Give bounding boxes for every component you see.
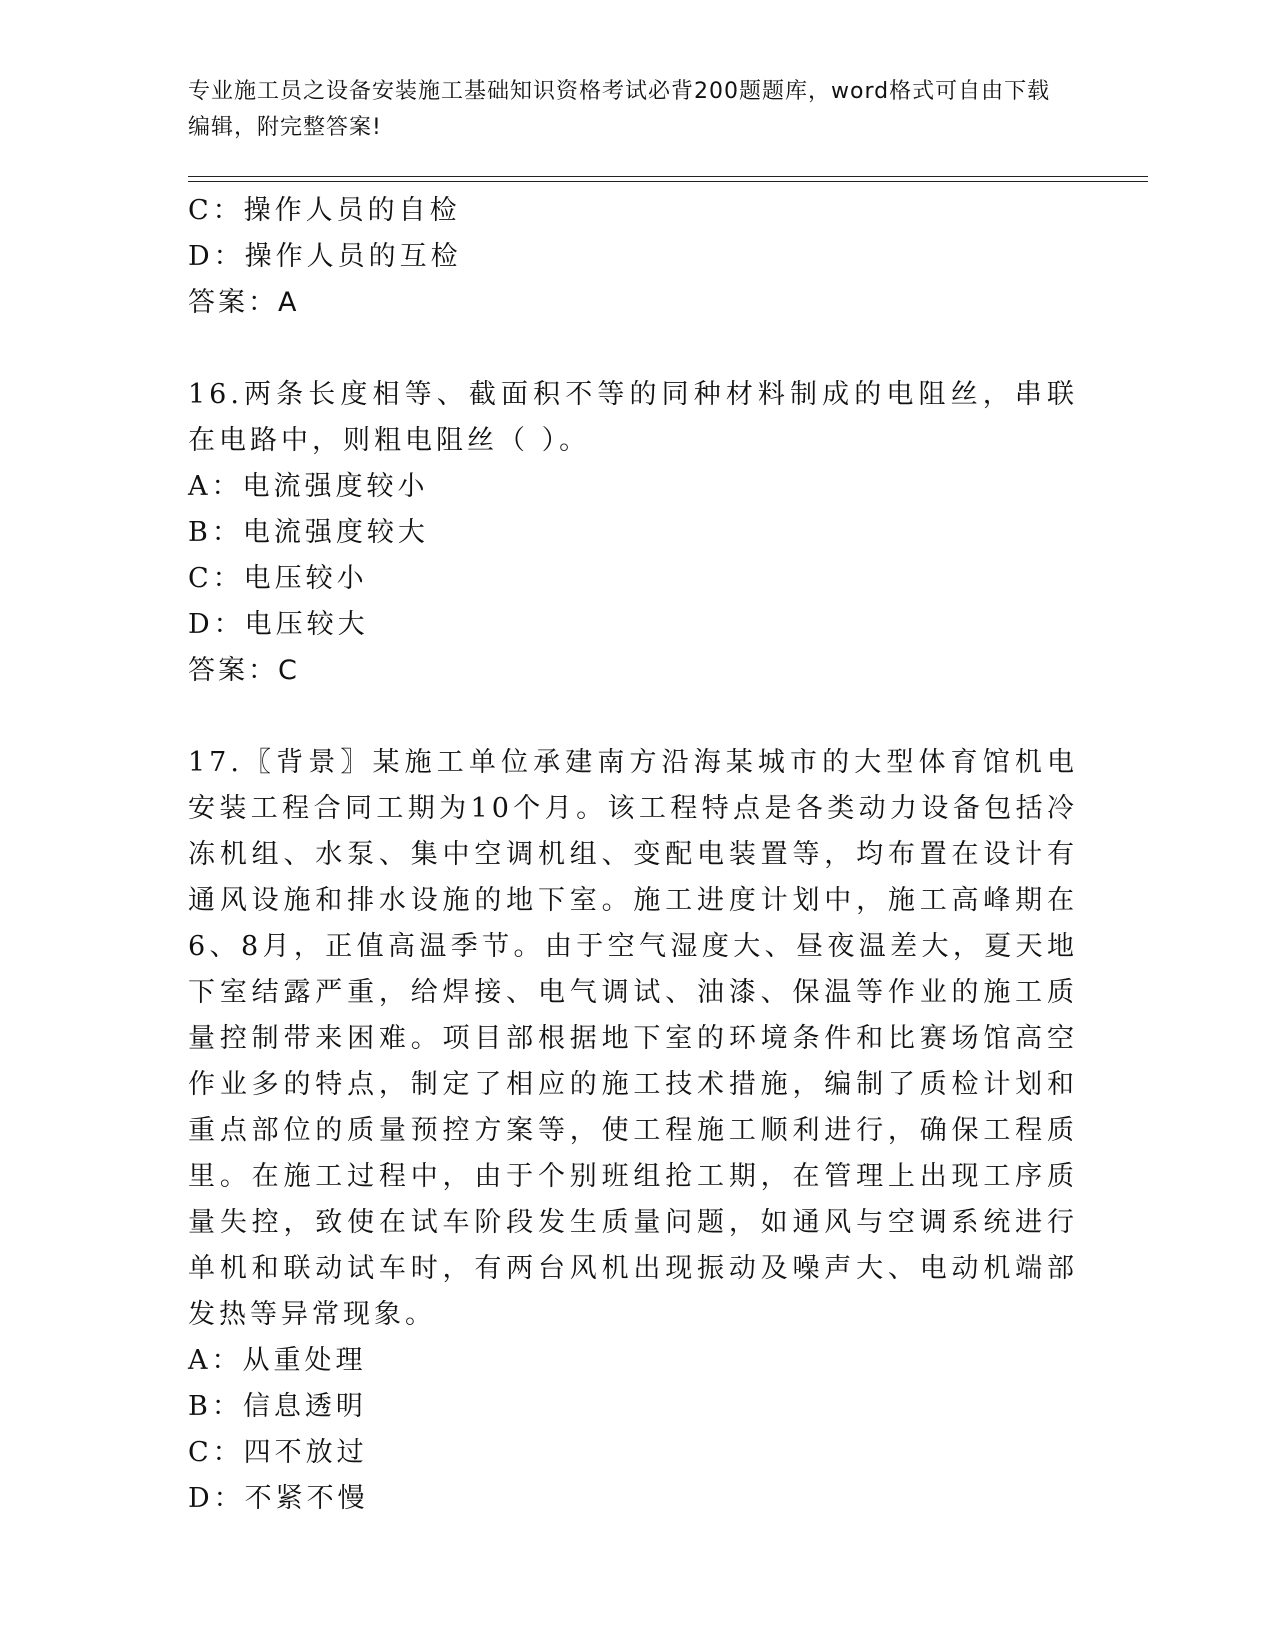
question-16-option-d: D：电压较大 bbox=[188, 609, 369, 640]
question-16-stem: 16.两条长度相等、截面积不等的同种材料制成的电阻丝，串联在电路中，则粗电阻丝（ ）。 bbox=[188, 379, 1078, 456]
question-17-option-c: C：四不放过 bbox=[188, 1437, 368, 1468]
question-17-option-b: B：信息透明 bbox=[188, 1391, 367, 1422]
question-16-option-a: A：电流强度较小 bbox=[188, 471, 429, 502]
prev-answer: 答案：A bbox=[188, 287, 300, 318]
document-header: 专业施工员之设备安装施工基础知识资格考试必背200题题库，word格式可自由下载编辑，附完整答案! bbox=[188, 79, 1051, 140]
question-16-option-b: B：电流强度较大 bbox=[188, 517, 429, 548]
question-16-answer: 答案：C bbox=[188, 655, 300, 686]
header-rule-bottom bbox=[188, 181, 1148, 182]
document-content bbox=[188, 188, 1078, 1522]
header-rule-top bbox=[188, 176, 1148, 177]
question-16-option-c: C：电压较小 bbox=[188, 563, 368, 594]
question-17-stem: 17.〖背景〗某施工单位承建南方沿海某城市的大型体育馆机电安装工程合同工期为10个月。该工程特点是各类动力设备包括冷冻机组、水泵、集中空调机组、变配电装置等，均布置在设计有通风设施和排水设施的地下室。施工进度计划中，施工高峰期在6、8月，正值高温季节。由于空气湿度大、昼夜温差大，夏天地下室结露严重，给焊接、电气调试、油漆、保温等作业的施工质量控制带来困难。项目部根据地下室的环境条件和比赛场馆高空作业多的特点，制定了相应的施工技术措施，编制了质检计划和重点部位的质量预控方案等，使工程施工顺利进行，确保工程质里。在施工过程中，由于个别班组抢工期，在管理上出现工序质量失控，致使在试车阶段发生质量问题，如通风与空调系统进行单机和联动试车时，有两台风机出现振动及噪声大、电动机端部发热等异常现象。 bbox=[188, 747, 1078, 1330]
prev-option-c: C：操作人员的自检 bbox=[188, 195, 461, 226]
question-17-option-a: A：从重处理 bbox=[188, 1345, 367, 1376]
prev-option-d: D：操作人员的互检 bbox=[188, 241, 462, 272]
question-17-option-d: D：不紧不慢 bbox=[188, 1483, 369, 1514]
